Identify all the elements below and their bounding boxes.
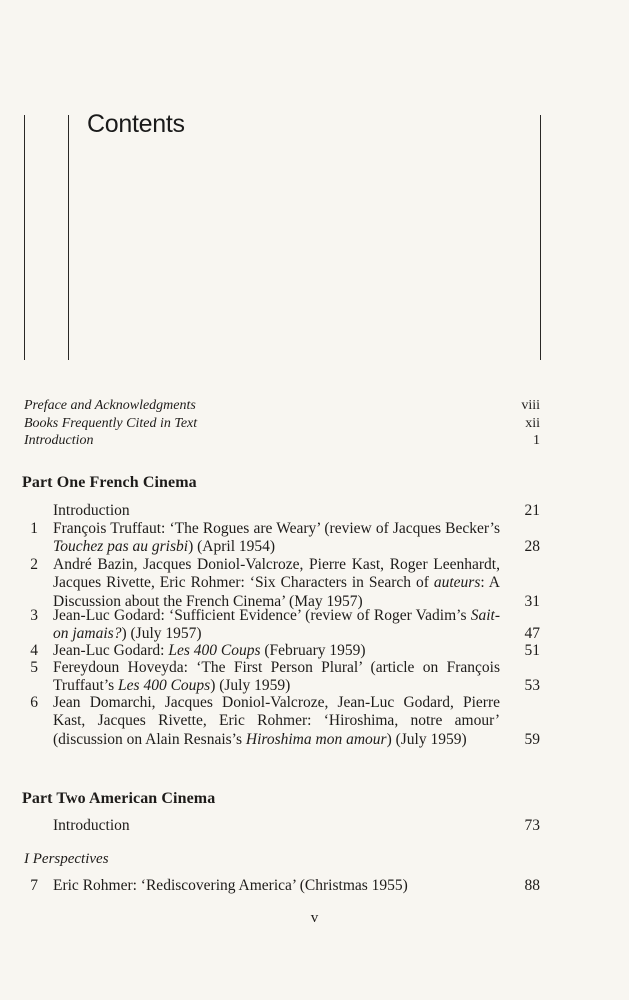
part-two-title: Part Two American Cinema — [22, 790, 216, 807]
entry-number: 1 — [30, 520, 38, 537]
front-matter-row — [24, 432, 540, 450]
entry-text: Jean Domarchi, Jacques Doniol-Valcroze, Jean-Luc Godard, Pierre Kast, Jacques Rivette, Eric Rohmer: ‘Hiroshima, notre amour’ (discussion on Alain Resnais’s Hiroshima mon amour) (July 1959) — [53, 694, 500, 748]
italic-title: Les 400 Coups — [118, 677, 211, 695]
entry-page: 21 — [524, 502, 540, 519]
italic-title: Sait-on jamais? — [53, 607, 500, 643]
part-one-title: Part One French Cinema — [22, 474, 197, 491]
entry-text: Fereydoun Hoveyda: ‘The First Person Plural’ (article on François Truffaut’s Les 400 Coups) (July 1959) — [53, 659, 500, 695]
front-matter-row — [24, 397, 540, 415]
italic-title: Les 400 Coups — [168, 642, 261, 659]
entry-page: 73 — [524, 817, 540, 834]
toc-entry-4 — [22, 642, 540, 660]
front-matter-label: Preface and Acknowledgments — [24, 398, 196, 413]
front-matter-page: 1 — [533, 433, 540, 448]
entry-number: 7 — [30, 877, 38, 894]
entry-page: 59 — [524, 730, 540, 748]
right-rule — [540, 115, 541, 360]
part-one-introduction — [22, 502, 540, 520]
entry-number: 6 — [30, 694, 38, 711]
entry-page: 31 — [524, 592, 540, 610]
front-matter-label: Introduction — [24, 433, 94, 448]
entry-text: Jean-Luc Godard: ‘Sufficient Evidence’ (review of Roger Vadim’s Sait-on jamais?) (July 1957) — [53, 607, 500, 643]
toc-entry-3 — [22, 607, 540, 644]
italic-title: auteurs — [433, 574, 481, 592]
entry-text: Introduction — [53, 817, 130, 834]
entry-page: 47 — [524, 625, 540, 643]
page-title: Contents — [87, 110, 185, 138]
toc-entry-5 — [22, 659, 540, 696]
italic-title: Hiroshima mon amour — [245, 730, 387, 748]
entry-number: 3 — [30, 607, 38, 624]
entry-text: Introduction — [53, 502, 130, 519]
entry-page: 53 — [524, 677, 540, 695]
front-matter-page: xii — [525, 415, 540, 431]
front-matter-page: viii — [521, 398, 540, 413]
front-matter-row — [24, 415, 540, 433]
front-matter — [24, 397, 540, 450]
toc-entry-6 — [22, 694, 540, 749]
entry-page: 28 — [524, 538, 540, 556]
front-matter-label: Books Frequently Cited in Text — [24, 415, 198, 431]
part-two-introduction — [22, 817, 540, 835]
entry-number: 2 — [30, 556, 38, 573]
toc-entry-1 — [22, 520, 540, 557]
entry-page: 88 — [524, 877, 540, 894]
toc-entry-2 — [22, 556, 540, 611]
left-rule-inner — [68, 115, 69, 360]
entry-text: François Truffaut: ‘The Rogues are Weary’ (review of Jacques Becker’s Touchez pas au grisbi) (April 1954) — [53, 520, 500, 556]
italic-title: Touchez pas au grisbi — [53, 538, 189, 556]
entry-text: André Bazin, Jacques Doniol-Valcroze, Pierre Kast, Roger Leenhardt, Jacques Rivette, Eric Rohmer: ‘Six Characters in Search of auteurs: A Discussion about the French Cinema’ (May 1957) — [53, 556, 500, 610]
left-rule-outer — [24, 115, 25, 360]
entry-page: 51 — [524, 642, 540, 659]
entry-number: 5 — [30, 659, 38, 676]
page-number: v — [310, 910, 319, 926]
entry-number: 4 — [30, 642, 38, 659]
subsection-heading: I Perspectives — [24, 851, 109, 867]
entry-text: Jean-Luc Godard: Les 400 Coups (February 1959) — [53, 642, 366, 659]
toc-entry-7 — [22, 877, 540, 895]
entry-text: Eric Rohmer: ‘Rediscovering America’ (Christmas 1955) — [53, 877, 408, 894]
